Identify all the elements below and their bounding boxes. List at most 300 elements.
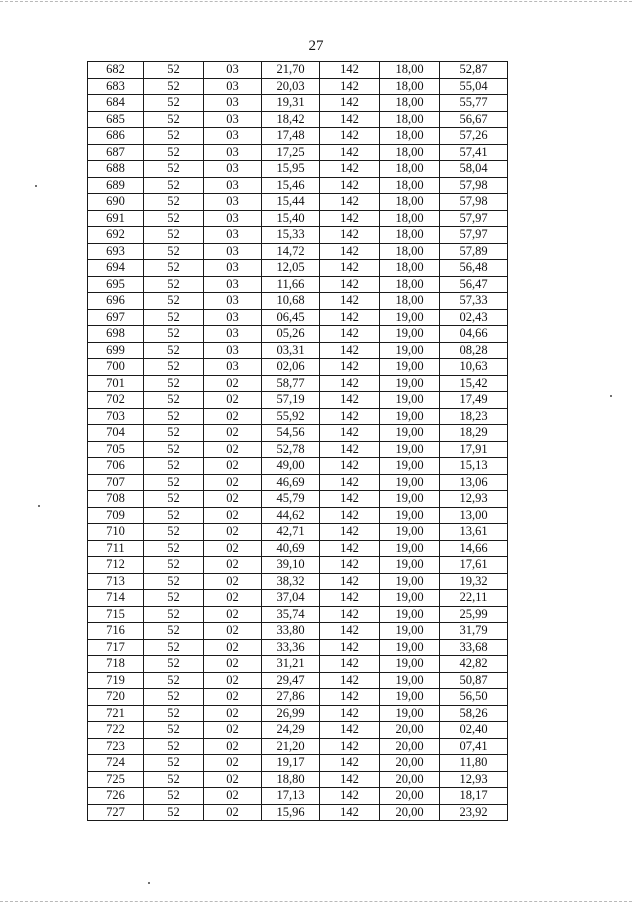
table-cell: 19,17 — [262, 755, 320, 772]
table-cell: 03 — [204, 144, 262, 161]
table-cell: 02 — [204, 491, 262, 508]
table-cell: 02 — [204, 474, 262, 491]
table-cell: 02,43 — [440, 309, 508, 326]
table-cell: 17,49 — [440, 392, 508, 409]
table-cell: 55,04 — [440, 78, 508, 95]
table-cell: 683 — [88, 78, 144, 95]
table-cell: 20,00 — [380, 738, 440, 755]
table-cell: 142 — [320, 359, 380, 376]
table-cell: 699 — [88, 342, 144, 359]
table-cell: 56,67 — [440, 111, 508, 128]
table-row — [88, 656, 508, 673]
table-cell: 02 — [204, 771, 262, 788]
table-cell: 02 — [204, 590, 262, 607]
table-cell: 690 — [88, 194, 144, 211]
table-cell: 142 — [320, 375, 380, 392]
table-cell: 17,48 — [262, 128, 320, 145]
table-cell: 142 — [320, 606, 380, 623]
table-cell: 18,00 — [380, 111, 440, 128]
table-row — [88, 491, 508, 508]
table-cell: 142 — [320, 111, 380, 128]
table-cell: 19,00 — [380, 441, 440, 458]
table-cell: 11,66 — [262, 276, 320, 293]
table-cell: 142 — [320, 804, 380, 821]
table-cell: 19,00 — [380, 408, 440, 425]
table-cell: 19,00 — [380, 590, 440, 607]
table-cell: 21,70 — [262, 62, 320, 79]
table-cell: 52 — [144, 326, 204, 343]
table-row — [88, 62, 508, 79]
table-cell: 29,47 — [262, 672, 320, 689]
table-cell: 56,48 — [440, 260, 508, 277]
table-cell: 52 — [144, 804, 204, 821]
table-cell: 03 — [204, 227, 262, 244]
table-cell: 52 — [144, 276, 204, 293]
table-cell: 19,00 — [380, 623, 440, 640]
table-cell: 19,00 — [380, 507, 440, 524]
table-cell: 22,11 — [440, 590, 508, 607]
table-cell: 142 — [320, 78, 380, 95]
table-cell: 57,98 — [440, 177, 508, 194]
table-cell: 17,13 — [262, 788, 320, 805]
table-row — [88, 689, 508, 706]
table-cell: 19,31 — [262, 95, 320, 112]
table-cell: 02 — [204, 755, 262, 772]
table-cell: 03 — [204, 359, 262, 376]
table-cell: 52 — [144, 722, 204, 739]
table-cell: 52 — [144, 623, 204, 640]
table-row — [88, 359, 508, 376]
table-cell: 15,33 — [262, 227, 320, 244]
table-cell: 33,36 — [262, 639, 320, 656]
table-cell: 33,80 — [262, 623, 320, 640]
table-cell: 13,61 — [440, 524, 508, 541]
table-cell: 03 — [204, 62, 262, 79]
table-cell: 02 — [204, 524, 262, 541]
table-cell: 18,00 — [380, 78, 440, 95]
table-cell: 706 — [88, 458, 144, 475]
table-cell: 20,00 — [380, 771, 440, 788]
table-cell: 02 — [204, 441, 262, 458]
table-cell: 12,05 — [262, 260, 320, 277]
table-row — [88, 95, 508, 112]
table-cell: 52 — [144, 359, 204, 376]
table-cell: 52 — [144, 557, 204, 574]
table-cell: 57,33 — [440, 293, 508, 310]
table-cell: 18,00 — [380, 210, 440, 227]
table-cell: 52 — [144, 639, 204, 656]
table-cell: 15,96 — [262, 804, 320, 821]
table-cell: 44,62 — [262, 507, 320, 524]
scan-top-edge — [0, 1, 632, 2]
table-cell: 52,87 — [440, 62, 508, 79]
table-cell: 03 — [204, 276, 262, 293]
table-cell: 142 — [320, 788, 380, 805]
table-cell: 727 — [88, 804, 144, 821]
scan-speck — [610, 395, 612, 397]
table-cell: 142 — [320, 342, 380, 359]
table-row — [88, 441, 508, 458]
table-cell: 03 — [204, 111, 262, 128]
table-row — [88, 771, 508, 788]
table-cell: 02 — [204, 425, 262, 442]
table-cell: 26,99 — [262, 705, 320, 722]
table-cell: 20,00 — [380, 722, 440, 739]
table-cell: 713 — [88, 573, 144, 590]
table-row — [88, 260, 508, 277]
table-row — [88, 177, 508, 194]
table-cell: 52,78 — [262, 441, 320, 458]
table-row — [88, 210, 508, 227]
table-row — [88, 557, 508, 574]
table-cell: 02 — [204, 788, 262, 805]
table-cell: 717 — [88, 639, 144, 656]
table-cell: 52 — [144, 227, 204, 244]
table-cell: 20,00 — [380, 755, 440, 772]
table-cell: 45,79 — [262, 491, 320, 508]
table-cell: 19,00 — [380, 425, 440, 442]
table-cell: 142 — [320, 672, 380, 689]
table-cell: 06,45 — [262, 309, 320, 326]
table-row — [88, 738, 508, 755]
table-cell: 710 — [88, 524, 144, 541]
table-cell: 40,69 — [262, 540, 320, 557]
table-cell: 698 — [88, 326, 144, 343]
table-cell: 142 — [320, 95, 380, 112]
table-cell: 57,26 — [440, 128, 508, 145]
table-cell: 57,98 — [440, 194, 508, 211]
table-cell: 715 — [88, 606, 144, 623]
table-row — [88, 408, 508, 425]
table-cell: 52 — [144, 738, 204, 755]
table-cell: 142 — [320, 276, 380, 293]
table-row — [88, 705, 508, 722]
table-cell: 17,61 — [440, 557, 508, 574]
table-cell: 15,44 — [262, 194, 320, 211]
table-cell: 689 — [88, 177, 144, 194]
table-cell: 03,31 — [262, 342, 320, 359]
table-cell: 02 — [204, 606, 262, 623]
table-row — [88, 309, 508, 326]
table-cell: 24,29 — [262, 722, 320, 739]
table-cell: 142 — [320, 722, 380, 739]
table-cell: 02 — [204, 705, 262, 722]
table-cell: 52 — [144, 392, 204, 409]
table-cell: 718 — [88, 656, 144, 673]
table-cell: 02 — [204, 375, 262, 392]
table-cell: 694 — [88, 260, 144, 277]
table-cell: 52 — [144, 128, 204, 145]
table-cell: 35,74 — [262, 606, 320, 623]
table-cell: 58,77 — [262, 375, 320, 392]
table-cell: 21,20 — [262, 738, 320, 755]
table-cell: 17,91 — [440, 441, 508, 458]
page-number: 27 — [308, 38, 324, 54]
table-cell: 19,00 — [380, 639, 440, 656]
table-cell: 52 — [144, 177, 204, 194]
table-cell: 721 — [88, 705, 144, 722]
table-cell: 13,06 — [440, 474, 508, 491]
table-cell: 12,93 — [440, 771, 508, 788]
table-cell: 711 — [88, 540, 144, 557]
table-cell: 18,00 — [380, 260, 440, 277]
table-cell: 15,40 — [262, 210, 320, 227]
table-cell: 18,00 — [380, 128, 440, 145]
table-cell: 142 — [320, 243, 380, 260]
table-cell: 03 — [204, 194, 262, 211]
table-cell: 52 — [144, 243, 204, 260]
table-cell: 07,41 — [440, 738, 508, 755]
table-cell: 33,68 — [440, 639, 508, 656]
table-cell: 02 — [204, 540, 262, 557]
table-cell: 695 — [88, 276, 144, 293]
table-cell: 52 — [144, 78, 204, 95]
table-row — [88, 458, 508, 475]
table-row — [88, 474, 508, 491]
table-cell: 725 — [88, 771, 144, 788]
table-cell: 19,00 — [380, 557, 440, 574]
table-cell: 02,40 — [440, 722, 508, 739]
table-cell: 19,00 — [380, 540, 440, 557]
table-cell: 03 — [204, 243, 262, 260]
table-cell: 02 — [204, 639, 262, 656]
table-cell: 15,42 — [440, 375, 508, 392]
table-cell: 02 — [204, 573, 262, 590]
table-cell: 52 — [144, 111, 204, 128]
table-cell: 142 — [320, 177, 380, 194]
table-row — [88, 524, 508, 541]
table-cell: 19,00 — [380, 474, 440, 491]
table-cell: 52 — [144, 458, 204, 475]
table-cell: 52 — [144, 408, 204, 425]
table-cell: 20,00 — [380, 804, 440, 821]
coordinates-table — [87, 61, 508, 821]
table-cell: 18,00 — [380, 161, 440, 178]
table-cell: 52 — [144, 62, 204, 79]
table-cell: 58,26 — [440, 705, 508, 722]
table-cell: 142 — [320, 623, 380, 640]
table-cell: 31,79 — [440, 623, 508, 640]
table-cell: 19,00 — [380, 705, 440, 722]
table-cell: 52 — [144, 293, 204, 310]
table-cell: 18,00 — [380, 95, 440, 112]
table-cell: 46,69 — [262, 474, 320, 491]
table-cell: 52 — [144, 656, 204, 673]
table-cell: 19,00 — [380, 491, 440, 508]
table-row — [88, 326, 508, 343]
table-row — [88, 672, 508, 689]
table-cell: 02 — [204, 408, 262, 425]
table-cell: 55,92 — [262, 408, 320, 425]
table-cell: 696 — [88, 293, 144, 310]
table-cell: 42,82 — [440, 656, 508, 673]
table-cell: 20,00 — [380, 788, 440, 805]
scan-bottom-edge — [0, 901, 632, 902]
table-cell: 142 — [320, 755, 380, 772]
table-cell: 19,00 — [380, 392, 440, 409]
table-cell: 02 — [204, 623, 262, 640]
table-cell: 02 — [204, 458, 262, 475]
table-cell: 03 — [204, 326, 262, 343]
table-row — [88, 227, 508, 244]
table-cell: 50,87 — [440, 672, 508, 689]
table-cell: 701 — [88, 375, 144, 392]
table-cell: 19,00 — [380, 672, 440, 689]
table-cell: 02 — [204, 557, 262, 574]
table-cell: 19,00 — [380, 606, 440, 623]
table-row — [88, 590, 508, 607]
table-cell: 142 — [320, 524, 380, 541]
table-cell: 142 — [320, 144, 380, 161]
table-cell: 03 — [204, 293, 262, 310]
table-cell: 687 — [88, 144, 144, 161]
table-cell: 17,25 — [262, 144, 320, 161]
table-row — [88, 276, 508, 293]
table-cell: 714 — [88, 590, 144, 607]
table-cell: 52 — [144, 144, 204, 161]
table-cell: 02 — [204, 672, 262, 689]
table-cell: 57,41 — [440, 144, 508, 161]
table-cell: 709 — [88, 507, 144, 524]
table-cell: 19,00 — [380, 689, 440, 706]
table-cell: 142 — [320, 474, 380, 491]
table-cell: 691 — [88, 210, 144, 227]
table-cell: 142 — [320, 408, 380, 425]
table-cell: 142 — [320, 128, 380, 145]
coordinates-table-body — [88, 62, 508, 821]
table-cell: 142 — [320, 738, 380, 755]
table-cell: 720 — [88, 689, 144, 706]
table-cell: 19,00 — [380, 342, 440, 359]
table-cell: 52 — [144, 755, 204, 772]
table-cell: 19,00 — [380, 375, 440, 392]
table-cell: 52 — [144, 342, 204, 359]
table-cell: 03 — [204, 161, 262, 178]
table-cell: 58,04 — [440, 161, 508, 178]
table-cell: 39,10 — [262, 557, 320, 574]
table-row — [88, 788, 508, 805]
table-cell: 57,89 — [440, 243, 508, 260]
table-cell: 19,00 — [380, 359, 440, 376]
table-cell: 55,77 — [440, 95, 508, 112]
table-cell: 712 — [88, 557, 144, 574]
table-cell: 18,17 — [440, 788, 508, 805]
table-cell: 142 — [320, 540, 380, 557]
table-row — [88, 194, 508, 211]
table-cell: 142 — [320, 771, 380, 788]
table-cell: 142 — [320, 425, 380, 442]
table-cell: 02 — [204, 689, 262, 706]
table-cell: 15,13 — [440, 458, 508, 475]
table-cell: 42,71 — [262, 524, 320, 541]
table-cell: 52 — [144, 441, 204, 458]
table-cell: 23,92 — [440, 804, 508, 821]
scan-speck — [35, 185, 37, 187]
table-row — [88, 425, 508, 442]
table-cell: 52 — [144, 689, 204, 706]
table-cell: 142 — [320, 590, 380, 607]
table-cell: 04,66 — [440, 326, 508, 343]
table-cell: 19,00 — [380, 656, 440, 673]
table-cell: 02 — [204, 722, 262, 739]
table-cell: 02 — [204, 738, 262, 755]
table-cell: 52 — [144, 606, 204, 623]
table-cell: 13,00 — [440, 507, 508, 524]
table-cell: 14,72 — [262, 243, 320, 260]
table-cell: 25,99 — [440, 606, 508, 623]
table-cell: 56,50 — [440, 689, 508, 706]
table-cell: 02 — [204, 507, 262, 524]
table-cell: 722 — [88, 722, 144, 739]
table-cell: 18,00 — [380, 293, 440, 310]
scan-speck — [38, 505, 40, 507]
table-row — [88, 375, 508, 392]
table-cell: 708 — [88, 491, 144, 508]
table-cell: 18,00 — [380, 243, 440, 260]
table-cell: 49,00 — [262, 458, 320, 475]
table-cell: 52 — [144, 309, 204, 326]
table-cell: 38,32 — [262, 573, 320, 590]
table-cell: 08,28 — [440, 342, 508, 359]
table-cell: 02 — [204, 392, 262, 409]
table-cell: 705 — [88, 441, 144, 458]
table-cell: 19,00 — [380, 326, 440, 343]
table-cell: 19,00 — [380, 309, 440, 326]
table-row — [88, 128, 508, 145]
table-cell: 52 — [144, 524, 204, 541]
table-cell: 716 — [88, 623, 144, 640]
table-cell: 18,80 — [262, 771, 320, 788]
table-cell: 12,93 — [440, 491, 508, 508]
table-cell: 142 — [320, 639, 380, 656]
table-cell: 686 — [88, 128, 144, 145]
table-cell: 56,47 — [440, 276, 508, 293]
table-cell: 52 — [144, 705, 204, 722]
table-cell: 02,06 — [262, 359, 320, 376]
table-row — [88, 342, 508, 359]
table-row — [88, 639, 508, 656]
table-cell: 142 — [320, 210, 380, 227]
table-cell: 52 — [144, 540, 204, 557]
table-cell: 03 — [204, 260, 262, 277]
table-cell: 02 — [204, 656, 262, 673]
table-row — [88, 161, 508, 178]
table-cell: 02 — [204, 804, 262, 821]
table-cell: 52 — [144, 260, 204, 277]
table-cell: 03 — [204, 78, 262, 95]
table-cell: 10,63 — [440, 359, 508, 376]
table-cell: 142 — [320, 326, 380, 343]
table-cell: 52 — [144, 672, 204, 689]
table-cell: 719 — [88, 672, 144, 689]
table-row — [88, 623, 508, 640]
table-cell: 142 — [320, 458, 380, 475]
table-cell: 03 — [204, 177, 262, 194]
table-cell: 52 — [144, 573, 204, 590]
table-row — [88, 804, 508, 821]
table-cell: 54,56 — [262, 425, 320, 442]
table-cell: 19,00 — [380, 458, 440, 475]
table-cell: 05,26 — [262, 326, 320, 343]
table-cell: 31,21 — [262, 656, 320, 673]
table-cell: 685 — [88, 111, 144, 128]
table-cell: 142 — [320, 573, 380, 590]
table-cell: 03 — [204, 342, 262, 359]
table-cell: 03 — [204, 128, 262, 145]
table-cell: 52 — [144, 210, 204, 227]
table-cell: 11,80 — [440, 755, 508, 772]
table-cell: 142 — [320, 491, 380, 508]
